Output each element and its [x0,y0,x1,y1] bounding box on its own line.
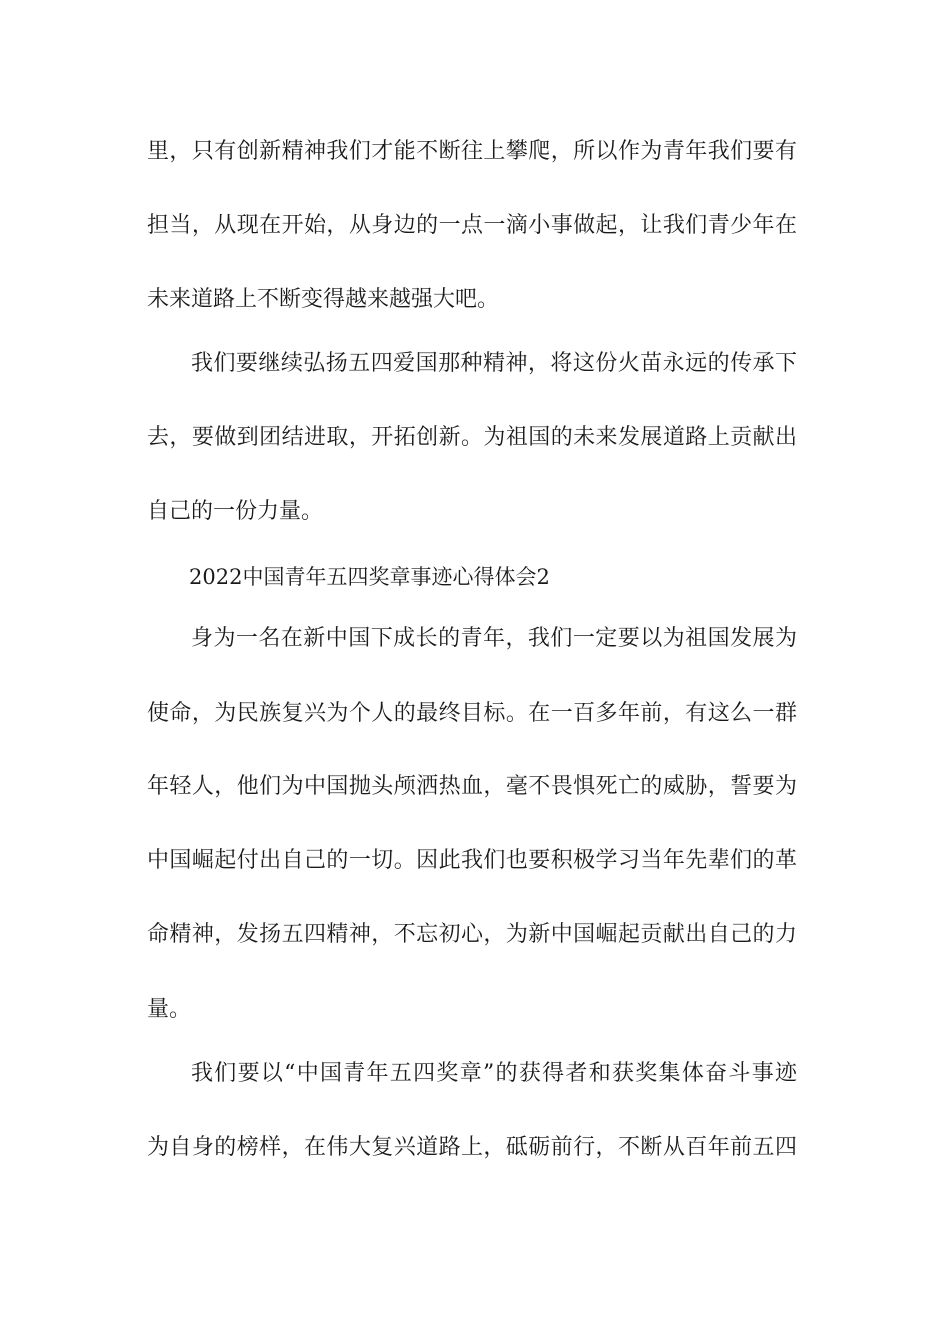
text-line: 我们要继续弘扬五四爱国那种精神，将这份火苗永远的传承下 [191,351,797,376]
text-line: 为自身的榜样，在伟大复兴道路上，砥砺前行，不断从百年前五四 [147,1135,797,1160]
text-line: 里，只有创新精神我们才能不断往上攀爬，所以作为青年我们要有 [147,139,797,164]
text-line: 使命，为民族复兴为个人的最终目标。在一百多年前，有这么一群 [147,701,797,726]
text-line: 我们要以“中国青年五四奖章”的获得者和获奖集体奋斗事迹 [191,1061,797,1086]
text-line: 未来道路上不断变得越来越强大吧。 [147,287,500,312]
text-line: 年轻人，他们为中国抛头颅洒热血，毫不畏惧死亡的威胁，誓要为 [147,774,797,799]
text-line: 担当，从现在开始，从身边的一点一滴小事做起，让我们青少年在 [147,213,797,238]
text-line: 去，要做到团结进取，开拓创新。为祖国的未来发展道路上贡献出 [147,425,797,450]
text-line: 命精神，发扬五四精神，不忘初心，为新中国崛起贡献出自己的力 [147,922,797,947]
text-line: 量。 [147,997,192,1022]
text-line: 中国崛起付出自己的一切。因此我们也要积极学习当年先辈们的革 [147,848,797,873]
text-line: 自己的一份力量。 [147,499,324,524]
text-line: 身为一名在新中国下成长的青年，我们一定要以为祖国发展为 [191,626,797,651]
section-heading: 2022中国青年五四奖章事迹心得体会2 [189,565,550,589]
